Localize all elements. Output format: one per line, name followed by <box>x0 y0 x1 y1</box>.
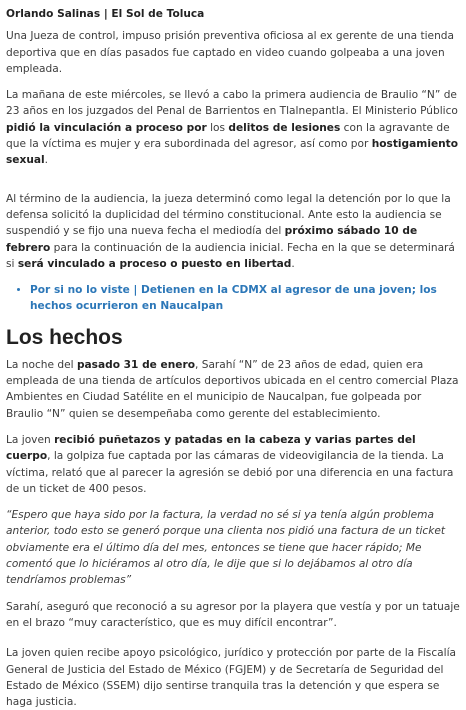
paragraph-assault: La joven recibió puñetazos y patadas en la cabeza y varias partes del cuerpo, la golpiza fue captada por las cámaras de videovigilancia de la tienda. La víctima, relató que al parecer la agresión se debió por una diferencia en una factura de un ticket de 400 pesos. <box>6 433 454 495</box>
paragraph-recognition: Sarahí, aseguró que reconoció a su agresor por la playera que vestía y por un tatuaje en el brazo “muy característico, que es muy difícil encontrar”. <box>6 600 460 629</box>
paragraph-intro: Una Jueza de control, impuso prisión preventiva oficiosa al ex gerente de una tienda deportiva que en días pasados fue captado en video cuando golpeaba a una joven empleada. <box>6 30 455 75</box>
related-link-item <box>30 282 460 315</box>
related-article-link[interactable]: Por si no lo viste | Detienen en la CDMX al agresor de una joven; los hechos ocurrieron en Naucalpan <box>30 284 437 313</box>
related-links-list <box>6 282 460 315</box>
byline: Orlando Salinas | El Sol de Toluca <box>6 8 205 20</box>
paragraph-support: La joven quien recibe apoyo psicológico, jurídico y protección por parte de la Fiscalía General de Justicia del Estado de México (FGJEM) y de Secretaría de Seguridad del Estado de México (SSEM) dijo sentirse tranquila tras la detención y que espera se haga justicia. <box>6 647 457 709</box>
paragraph-hearing: La mañana de este miércoles, se llevó a cabo la primera audiencia de Braulio “N” de 23 años en los juzgados del Penal de Barrientos en Tlalnepantla. El Ministerio Público pidió la vinculación a proceso por los delitos de lesiones con la agravante de que la víctima es mujer y era subordinada del agresor, así como por hostigamiento sexual. <box>6 89 459 167</box>
section-heading: Los hechos <box>6 325 123 349</box>
paragraph-outcome: Al término de la audiencia, la jueza determinó como legal la detención por lo que la defensa solicitó la duplicidad del término constitucional. Ante esto la audiencia se suspendió y se fijo una nueva fecha el mediodía del próximo sábado 10 de febrero para la continuación de la audiencia inicial. Fecha en la que se determinará si será vinculado a proceso o puesto en libertad. <box>6 192 455 270</box>
paragraph-events: La noche del pasado 31 de enero, Sarahí “N” de 23 años de edad, quien era empleada de una tienda de artículos deportivos ubicada en el centro comercial Plaza Ambientes en Ciudad Satélite en el municipio de Naucalpan, fue golpeada por Braulio “N” quien se desempeñaba como gerente del establecimiento. <box>6 358 459 420</box>
spacer <box>6 179 460 191</box>
victim-quote: “Espero que haya sido por la factura, la verdad no sé si ya tenía algún problema anterior, todo esto se generó porque una clienta nos pidió una factura de un ticket obviamente era el último día del mes, entonces se tiene que hacer rápido; Me comentó que lo hiciéramos al otro día, le dije que si lo dejábamos al otro día tendríamos problemas” <box>6 509 446 587</box>
